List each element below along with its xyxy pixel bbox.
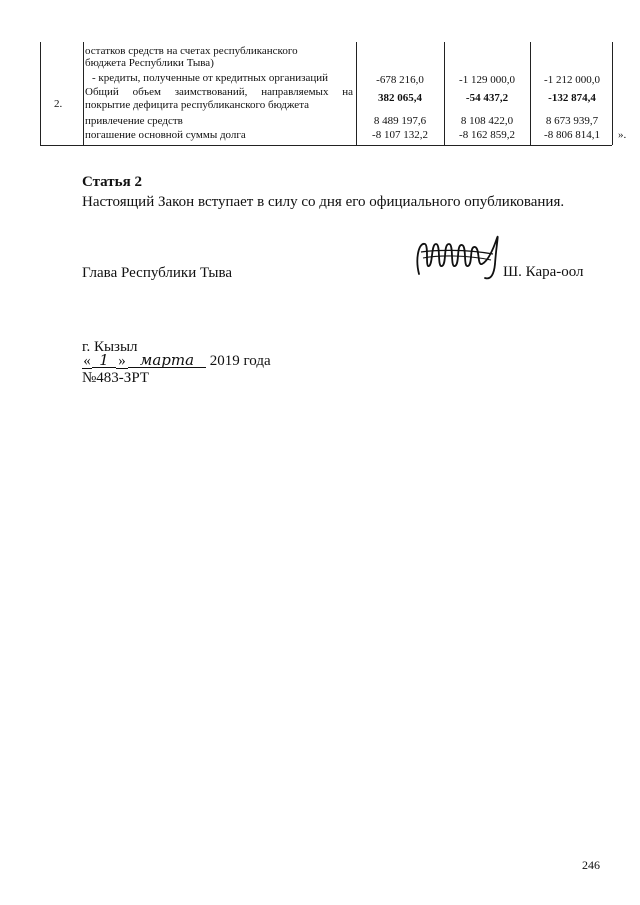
table-column-divider bbox=[356, 42, 357, 145]
table-cell-value: -8 162 859,2 bbox=[459, 129, 515, 141]
table-cell-value-bold: -132 874,4 bbox=[548, 92, 596, 104]
date-line bbox=[82, 353, 271, 370]
signatory-title: Глава Республики Тыва bbox=[82, 265, 233, 281]
signature-image bbox=[405, 228, 505, 288]
date-year: 2019 года bbox=[209, 353, 271, 369]
table-cell-value: -678 216,0 bbox=[376, 74, 424, 86]
budget-table bbox=[40, 42, 627, 148]
article-text: Настоящий Закон вступает в силу со дня его официального опубликования. bbox=[82, 194, 565, 210]
table-cell-value: -8 806 814,1 bbox=[544, 129, 600, 141]
table-cell-value: 8 673 939,7 bbox=[545, 115, 599, 127]
date-month: марта bbox=[128, 353, 206, 368]
closing-quote-mark: ». bbox=[618, 129, 627, 141]
law-number: №483-ЗРТ bbox=[82, 370, 150, 386]
city: г. Кызыл bbox=[82, 339, 138, 355]
row-number: 2. bbox=[54, 98, 63, 110]
table-column-divider bbox=[444, 42, 445, 145]
row-label: - кредиты, полученные от кредитных организаций bbox=[92, 72, 328, 84]
table-cell-value: -8 107 132,2 bbox=[372, 129, 428, 141]
date-close-quote: » bbox=[116, 354, 128, 369]
table-column-divider bbox=[530, 42, 531, 145]
table-cell-value: -1 212 000,0 bbox=[544, 74, 600, 86]
table-cell-value: 8 108 422,0 bbox=[460, 115, 514, 127]
signatory-name: Ш. Кара-оол bbox=[503, 264, 584, 280]
date-day: 1 bbox=[92, 353, 116, 368]
row-label: покрытие дефицита республиканского бюджета bbox=[85, 99, 310, 111]
table-cell-value: 8 489 197,6 bbox=[373, 115, 427, 127]
row-label-text: Общий объем заимствований, направляемых на bbox=[85, 86, 353, 98]
row-label: бюджета Республики Тыва) bbox=[85, 57, 214, 69]
date-open-quote: « bbox=[83, 353, 91, 369]
table-cell-value-bold: 382 065,4 bbox=[378, 92, 422, 104]
row-label bbox=[85, 87, 353, 98]
table-border-left bbox=[40, 42, 41, 145]
row-label: погашение основной суммы долга bbox=[85, 129, 246, 141]
table-cell-value: -1 129 000,0 bbox=[459, 74, 515, 86]
table-bottom-border bbox=[40, 145, 612, 146]
table-cell-value-bold: -54 437,2 bbox=[465, 92, 509, 104]
row-label: остатков средств на счетах республиканского bbox=[85, 45, 298, 57]
row-label: привлечение средств bbox=[85, 115, 183, 127]
table-column-divider bbox=[83, 42, 84, 145]
table-border-right bbox=[612, 42, 613, 145]
page-number: 246 bbox=[582, 858, 600, 872]
article-title: Статья 2 bbox=[82, 174, 142, 190]
